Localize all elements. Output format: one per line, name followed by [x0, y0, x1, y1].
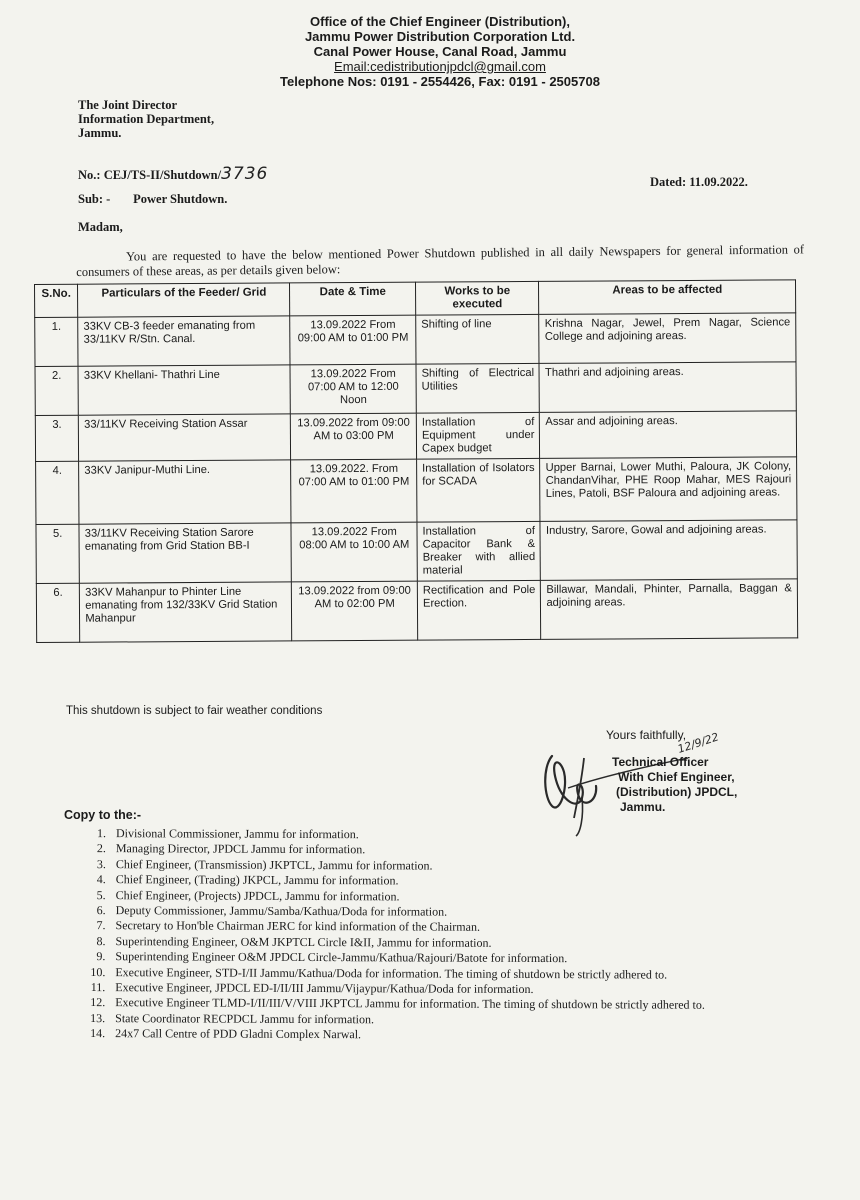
designation-line-2: With Chief Engineer, — [618, 770, 735, 784]
weather-note: This shutdown is subject to fair weather conditions — [66, 705, 323, 717]
item-number: 7. — [96, 918, 106, 933]
shutdown-table — [34, 279, 798, 643]
item-text: Executive Engineer, STD-I/II Jammu/Kathua/Doda for information. The timing of shutdown be strictly adhered to. — [115, 964, 668, 982]
item-text: 24x7 Call Centre of PDD Gladni Complex Narwal. — [115, 1026, 362, 1042]
header-works: Works to be executed — [415, 281, 539, 315]
cell-feeder: 33KV CB-3 feeder emanating from 33/11KV R/Stn. Canal. — [78, 316, 290, 366]
cell-works: Shifting of line — [416, 314, 540, 364]
cell-feeder: 33KV Janipur-Muthi Line. — [79, 460, 292, 524]
cell-sno: 5. — [36, 524, 80, 583]
letter-date: Dated: 11.09.2022. — [650, 175, 748, 189]
header-feeder: Particulars of the Feeder/ Grid — [78, 283, 290, 317]
table-row — [35, 313, 796, 367]
cell-datetime: 13.09.2022 from 09:00 AM to 02:00 PM — [292, 581, 418, 641]
list-item — [77, 1026, 777, 1044]
office-name: Office of the Chief Engineer (Distribution), — [310, 14, 570, 29]
body-paragraph: You are requested to have the below mentioned Power Shutdown published in all daily Newspapers for general information of consumers of these areas, as per details given below: — [76, 242, 805, 279]
cell-datetime: 13.09.2022 from 09:00 AM to 03:00 PM — [291, 413, 417, 460]
cell-datetime: 13.09.2022 From 07:00 AM to 12:00 Noon — [290, 364, 416, 414]
cell-areas: Assar and adjoining areas. — [540, 411, 797, 459]
subject-text: Power Shutdown. — [133, 192, 228, 206]
table-header-row — [35, 280, 796, 318]
cell-feeder: 33/11KV Receiving Station Assar — [79, 414, 291, 461]
cell-feeder: 33KV Mahanpur to Phinter Line emanating from 132/33KV Grid Station Mahanpur — [80, 582, 292, 642]
item-number: 14. — [90, 1026, 106, 1041]
table-row — [35, 411, 796, 462]
cell-sno: 1. — [35, 317, 79, 366]
table-row — [36, 520, 797, 584]
subject-line — [78, 192, 227, 207]
item-number: 1. — [96, 826, 106, 841]
item-number: 11. — [90, 980, 106, 995]
item-number: 3. — [96, 856, 106, 871]
salutation: Madam, — [78, 220, 123, 234]
cell-areas: Upper Barnai, Lower Muthi, Paloura, JK Colony, ChandanVihar, PHE Roop Mahar, MES Rajouri Lines, Patoli, BSF Paloura and adjoining areas. — [540, 457, 797, 522]
cell-works: Installation of Isolators for SCADA — [417, 458, 541, 522]
letterhead — [260, 14, 620, 89]
item-number: 4. — [96, 872, 106, 887]
designation — [606, 755, 737, 815]
item-text: Deputy Commissioner, Jammu/Samba/Kathua/Doda for information. — [115, 903, 448, 919]
table-row — [36, 579, 797, 643]
cell-feeder: 33/11KV Receiving Station Sarore emanating from Grid Station BB-I — [79, 523, 291, 583]
table-row — [36, 457, 797, 525]
cell-datetime: 13.09.2022 From 08:00 AM to 10:00 AM — [291, 522, 417, 582]
table-row — [35, 362, 796, 416]
cell-sno: 4. — [36, 461, 80, 524]
item-number: 6. — [96, 903, 106, 918]
item-text: Chief Engineer, (Trading) JKPCL, Jammu for information. — [115, 872, 399, 888]
addressee-line-3: Jammu. — [78, 126, 122, 140]
signoff-block — [606, 728, 737, 815]
cell-sno: 2. — [35, 366, 79, 415]
designation-line-3: (Distribution) JPDCL, — [616, 785, 738, 799]
reference-label: No.: CEJ/TS-II/Shutdown/ — [78, 168, 222, 182]
cell-datetime: 13.09.2022. From 07:00 AM to 01:00 PM — [291, 459, 417, 523]
item-text: Secretary to Hon'ble Chairman JERC for kind information of the Chairman. — [115, 918, 481, 935]
cell-sno: 3. — [35, 415, 79, 461]
cell-works: Installation of Capacitor Bank & Breaker with allied material — [417, 521, 541, 581]
cell-works: Rectification and Pole Erection. — [417, 580, 541, 640]
cell-datetime: 13.09.2022 From 09:00 AM to 01:00 PM — [290, 315, 416, 365]
corporation-name: Jammu Power Distribution Corporation Ltd. — [304, 29, 576, 44]
cell-sno: 6. — [36, 583, 80, 642]
office-telephone: Telephone Nos: 0191 - 2554426, Fax: 0191 - 2505708 — [280, 74, 600, 89]
designation-line-1: Technical Officer — [612, 755, 709, 769]
copy-to-title: Copy to the:- — [64, 808, 142, 822]
item-text: Chief Engineer, (Projects) JPDCL, Jammu for information. — [115, 887, 400, 904]
cell-areas: Billawar, Mandali, Phinter, Parnalla, Baggan & adjoining areas. — [541, 579, 798, 640]
item-text: Managing Director, JPDCL Jammu for information. — [115, 841, 366, 857]
office-email: Email:cedistributionjpdcl@gmail.com — [334, 59, 546, 74]
closing: Yours faithfully, — [606, 728, 687, 742]
item-number: 9. — [96, 949, 106, 964]
signature-date: 12/9/22 — [676, 730, 721, 756]
cell-works: Shifting of Electrical Utilities — [416, 363, 540, 413]
reference-handwritten-number: 3736 — [221, 164, 269, 184]
item-text: State Coordinator RECPDCL Jammu for information. — [115, 1011, 375, 1027]
item-text: Executive Engineer, JPDCL ED-I/II/III Jammu/Vijaypur/Kathua/Doda for information. — [115, 980, 534, 997]
item-number: 13. — [90, 1010, 106, 1025]
item-text: Superintending Engineer O&M JPDCL Circle-Jammu/Kathua/Rajouri/Batote for information. — [115, 949, 568, 966]
item-number: 5. — [96, 887, 106, 902]
addressee-line-2: Information Department, — [78, 112, 215, 126]
cell-areas: Krishna Nagar, Jewel, Prem Nagar, Science College and adjoining areas. — [539, 313, 796, 364]
header-sno: S.No. — [35, 284, 78, 317]
item-text: Chief Engineer, (Transmission) JKPTCL, Jammu for information. — [115, 856, 433, 873]
addressee — [78, 98, 214, 140]
header-datetime: Date & Time — [290, 282, 416, 316]
item-text: Superintending Engineer, O&M JKPTCL Circle I&II, Jammu for information. — [115, 934, 492, 950]
item-number: 8. — [96, 933, 106, 948]
item-number: 10. — [90, 964, 106, 979]
copy-to-list — [77, 826, 778, 1045]
office-address: Canal Power House, Canal Road, Jammu — [313, 44, 567, 59]
cell-feeder: 33KV Khellani- Thathri Line — [78, 365, 290, 415]
addressee-line-1: The Joint Director — [78, 98, 178, 112]
cell-works: Installation of Equipment under Capex budget — [416, 412, 540, 459]
cell-areas: Thathri and adjoining areas. — [539, 362, 796, 413]
item-text: Executive Engineer TLMD-I/II/III/V/VIII JKPTCL Jammu for information. The timing of shutdown be strictly adhered to. — [115, 995, 705, 1013]
item-text: Divisional Commissioner, Jammu for information. — [115, 826, 359, 842]
designation-line-4: Jammu. — [620, 800, 666, 814]
shutdown-table-wrapper — [34, 279, 798, 643]
header-areas: Areas to be affected — [539, 280, 796, 315]
subject-label: Sub: - — [78, 192, 111, 206]
cell-areas: Industry, Sarore, Gowal and adjoining areas. — [540, 520, 797, 581]
item-number: 12. — [90, 995, 106, 1010]
reference-number — [78, 164, 268, 184]
item-number: 2. — [96, 841, 106, 856]
